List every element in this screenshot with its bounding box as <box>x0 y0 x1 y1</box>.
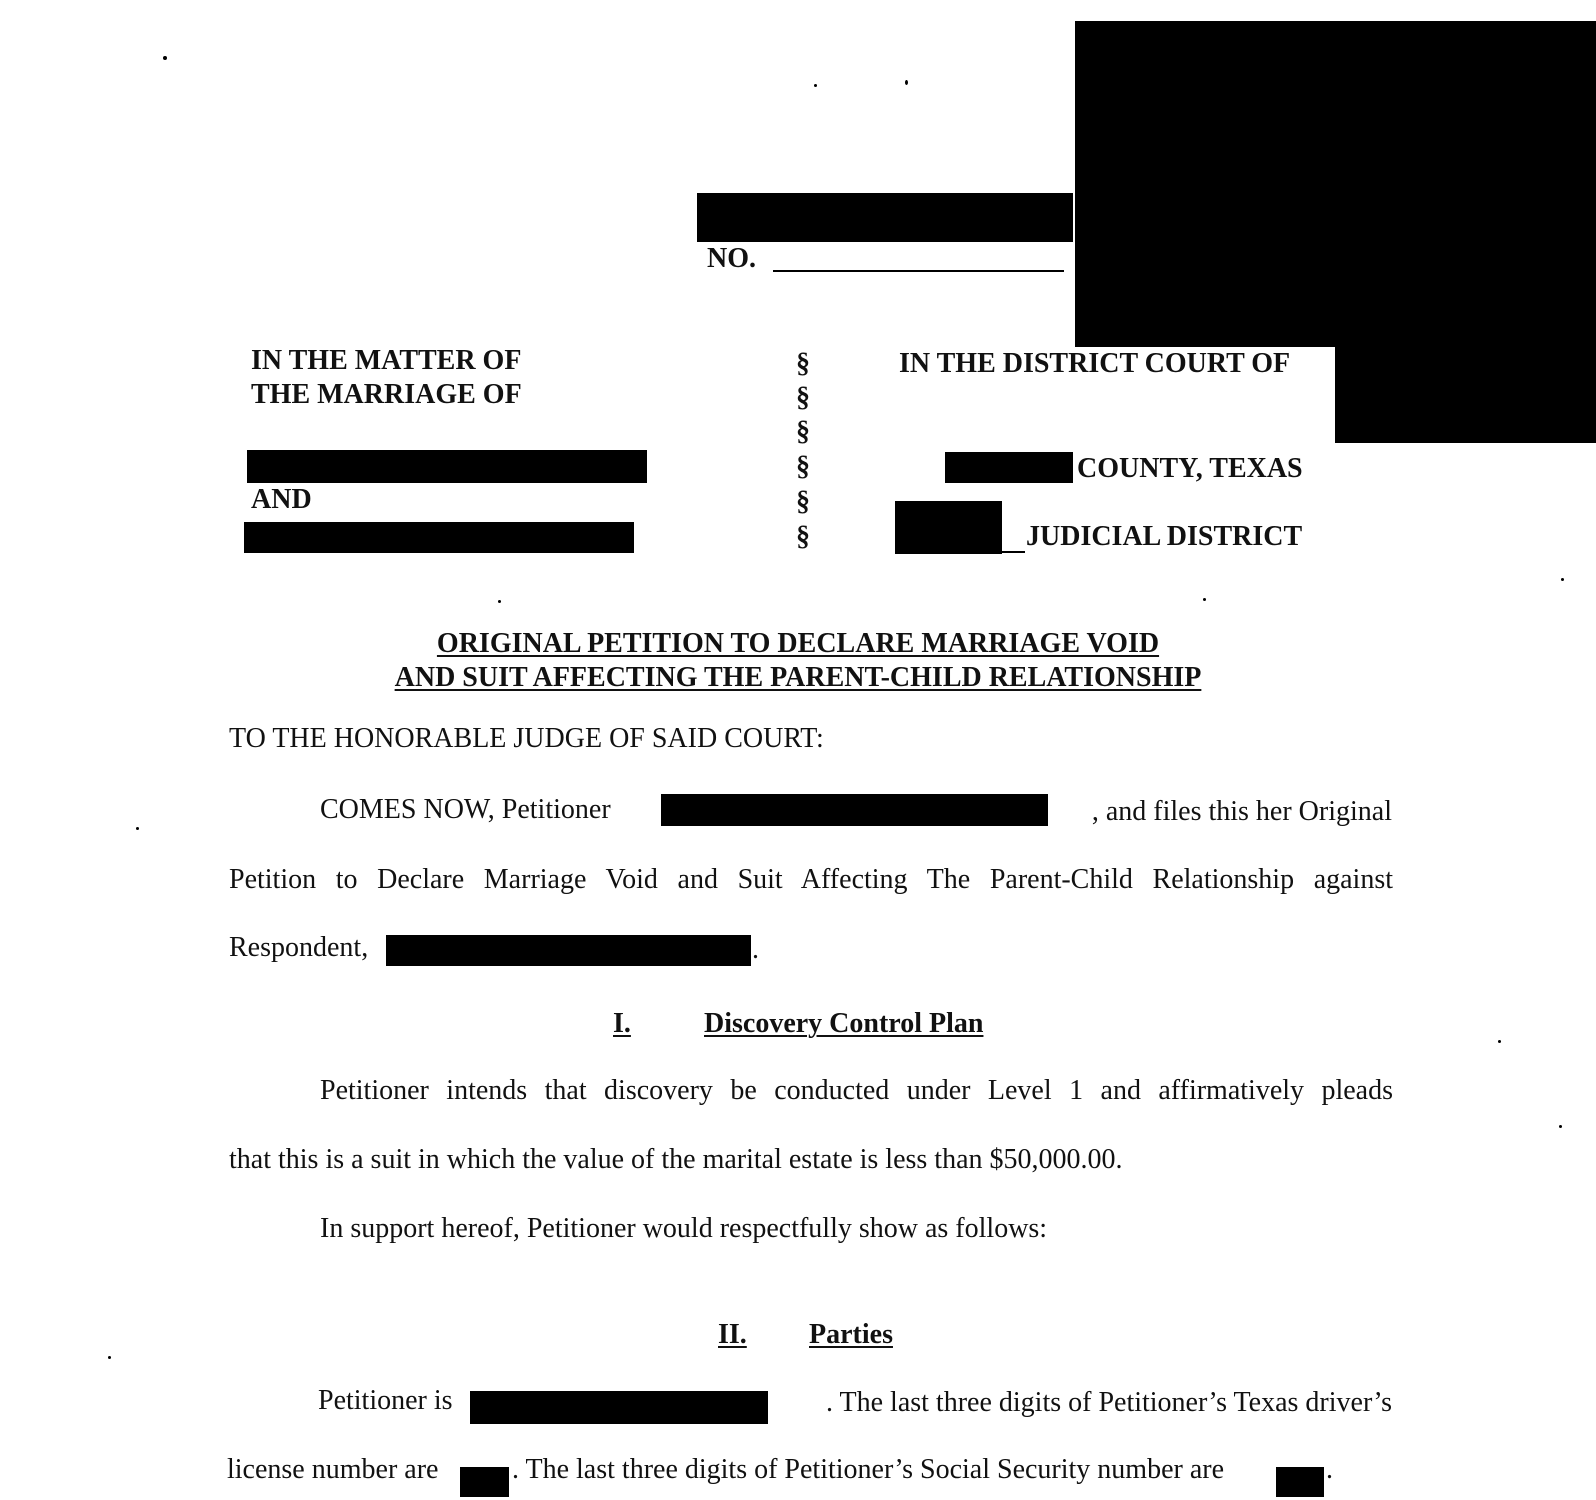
section-2-line-1-end: . The last three digits of Petitioner’s Texas driver’s <box>826 1387 1392 1418</box>
section-1-number: I. <box>613 1008 631 1039</box>
section-2-license-label: license number are <box>227 1454 439 1485</box>
matter-line-2: THE MARRIAGE OF <box>251 379 522 410</box>
redacted-petitioner-name <box>661 794 1048 826</box>
petition-title-line-2: AND SUIT AFFECTING THE PARENT-CHILD RELATIONSHIP <box>394 662 1202 693</box>
redacted-party-name-1 <box>247 450 647 483</box>
scan-speck <box>814 84 817 87</box>
redacted-ssn-digits <box>1276 1467 1324 1497</box>
salutation: TO THE HONORABLE JUDGE OF SAID COURT: <box>229 723 824 754</box>
petition-title-line-1: ORIGINAL PETITION TO DECLARE MARRIAGE VOID <box>436 628 1160 659</box>
section-symbol: § <box>796 348 810 379</box>
section-2-heading: Parties <box>809 1319 893 1350</box>
section-symbol: § <box>796 521 810 552</box>
scan-speck <box>1561 578 1564 581</box>
intro-petitioner-label: COMES NOW, Petitioner <box>320 794 611 825</box>
and-label: AND <box>251 484 312 515</box>
cause-number-blank <box>773 270 1064 272</box>
redacted-header-block <box>697 193 1073 242</box>
cause-number-label: NO. <box>707 243 756 274</box>
redacted-petitioner-identity <box>470 1391 768 1424</box>
matter-line-1: IN THE MATTER OF <box>251 345 522 376</box>
section-2-ssn-label: . The last three digits of Petitioner’s Social Security number are <box>512 1454 1225 1485</box>
intro-respondent-label: Respondent, <box>229 932 369 963</box>
redacted-county-name <box>945 452 1073 483</box>
intro-line-3-end: . <box>752 934 759 965</box>
section-2-petitioner-label: Petitioner is <box>318 1385 453 1416</box>
county-line: COUNTY, TEXAS <box>1077 453 1303 484</box>
section-1-line-2: that this is a suit in which the value of the marital estate is less than $50,000.00. <box>229 1144 1123 1175</box>
district-court-line: IN THE DISTRICT COURT OF <box>899 348 1291 379</box>
intro-line-1-end: , and files this her Original <box>1091 796 1392 827</box>
scan-speck <box>498 600 501 603</box>
section-1-line-3: In support hereof, Petitioner would respectfully show as follows: <box>320 1213 1048 1244</box>
redacted-respondent-name <box>386 935 751 966</box>
scan-speck <box>1203 598 1206 601</box>
intro-line-2: Petition to Declare Marriage Void and Suit Affecting The Parent-Child Relationship against <box>229 864 1393 895</box>
scan-speck <box>163 56 167 60</box>
redacted-license-digits <box>460 1467 509 1497</box>
scan-speck <box>905 80 908 85</box>
section-symbol: § <box>796 451 810 482</box>
section-2-number: II. <box>718 1319 747 1350</box>
scan-speck <box>1559 1125 1562 1128</box>
section-1-line-1: Petitioner intends that discovery be conducted under Level 1 and affirmatively pleads <box>320 1075 1393 1106</box>
section-1-heading: Discovery Control Plan <box>704 1008 984 1039</box>
scan-speck <box>108 1356 111 1359</box>
section-symbol: § <box>796 382 810 413</box>
section-symbol: § <box>796 416 810 447</box>
judicial-district-line: JUDICIAL DISTRICT <box>1026 521 1303 552</box>
redacted-party-name-2 <box>244 522 634 553</box>
section-symbol: § <box>796 486 810 517</box>
scan-speck <box>1498 1040 1501 1043</box>
district-number-blank <box>895 551 1025 553</box>
redacted-court-stamp <box>1075 21 1596 347</box>
redacted-district-number <box>895 501 1002 554</box>
redacted-court-stamp <box>1335 340 1596 443</box>
section-2-line-2-end: . <box>1326 1454 1333 1485</box>
scan-speck <box>136 827 139 830</box>
